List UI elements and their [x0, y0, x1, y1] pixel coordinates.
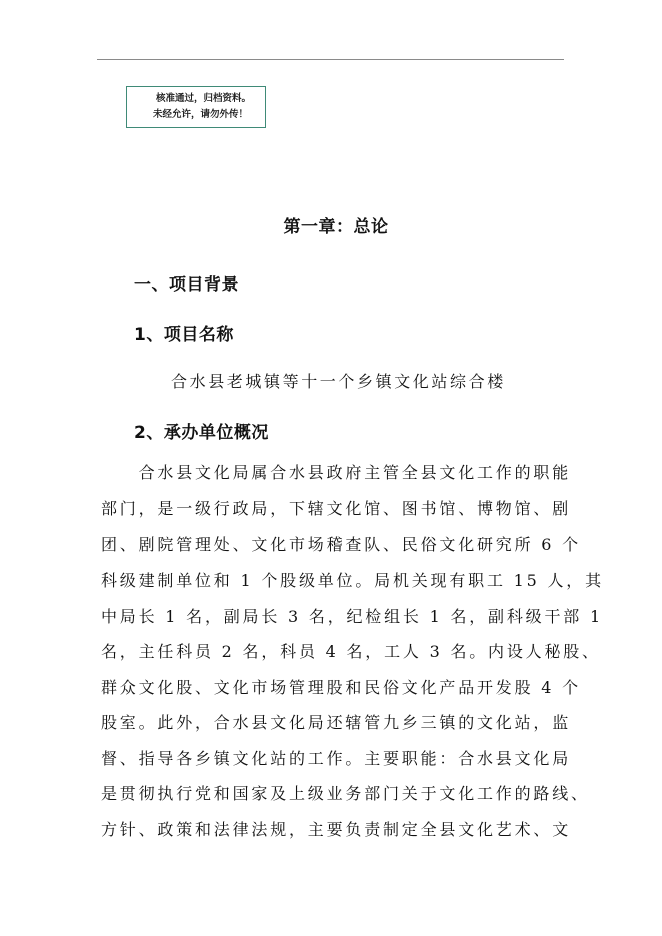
header-rule — [97, 59, 564, 60]
paragraph-line: 是贯彻执行党和国家及上级业务部门关于文化工作的路线、 — [101, 784, 590, 803]
stamp-line-2: 未经允许，请勿外传！ — [153, 109, 249, 120]
paragraph-line: 部门，是一级行政局，下辖文化馆、图书馆、博物馆、剧 — [101, 499, 572, 518]
paragraph-line: 股室。此外，合水县文化局还辖管九乡三镇的文化站，监 — [101, 713, 572, 732]
approval-stamp — [126, 86, 266, 128]
paragraph-line: 合水县文化局属合水县政府主管全县文化工作的职能 — [101, 463, 572, 482]
subsection-heading-project-name: 1、项目名称 — [134, 325, 234, 345]
paragraph-line: 群众文化股、文化市场管理股和民俗文化产品开发股 4 个 — [101, 678, 581, 697]
paragraph-line: 科级建制单位和 1 个股级单位。局机关现有职工 15 人，其 — [101, 571, 604, 590]
section-heading-background: 一、项目背景 — [134, 275, 239, 295]
stamp-line-1: 核准通过，归档资料。 — [156, 93, 252, 104]
paragraph-line: 方针、政策和法律法规，主要负责制定全县文化艺术、文 — [101, 820, 572, 839]
project-name-text: 合水县老城镇等十一个乡镇文化站综合楼 — [171, 372, 506, 391]
chapter-title: 第一章：总论 — [283, 217, 389, 237]
paragraph-line: 团、剧院管理处、文化市场稽查队、民俗文化研究所 6 个 — [101, 535, 581, 554]
paragraph-line: 名，主任科员 2 名，科员 4 名，工人 3 名。内设人秘股、 — [101, 642, 601, 661]
paragraph-line: 督、指导各乡镇文化站的工作。主要职能：合水县文化局 — [101, 749, 572, 768]
subsection-heading-organizer: 2、承办单位概况 — [134, 423, 269, 443]
paragraph-line: 中局长 1 名，副局长 3 名，纪检组长 1 名，副科级干部 1 — [101, 607, 603, 626]
